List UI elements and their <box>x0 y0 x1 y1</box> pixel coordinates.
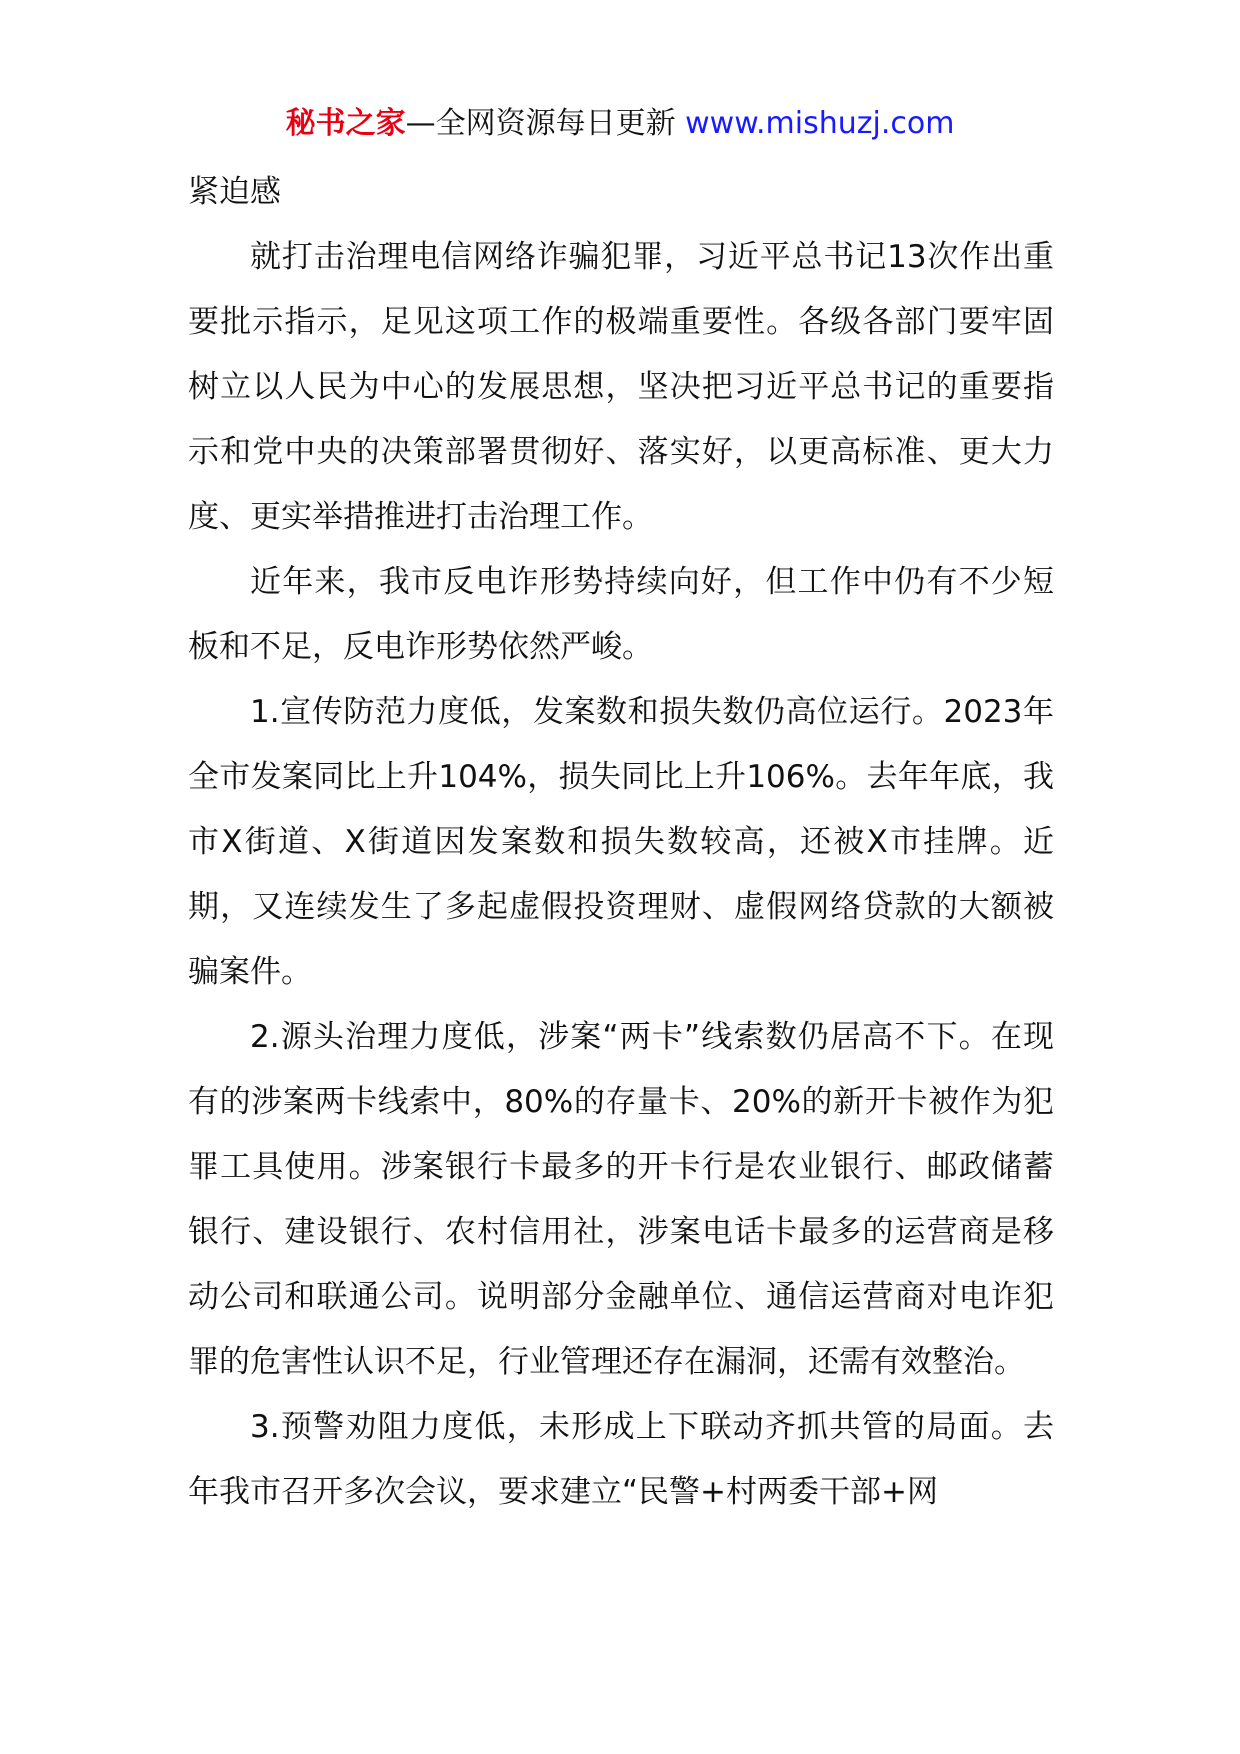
site-brand: 秘书之家 <box>285 106 406 141</box>
site-tagline: —全网资源每日更新 <box>405 106 686 141</box>
paragraph-continuation: 紧迫感 <box>188 174 281 210</box>
paragraph-point-3: 3.预警劝阻力度低，未形成上下联动齐抓共管的局面。去年我市召开多次会议，要求建立“民警+村两委干部+网 <box>188 1409 1054 1510</box>
paragraph: 就打击治理电信网络诈骗犯罪，习近平总书记13次作出重要批示指示，足见这项工作的极端重要性。各级各部门要牢固树立以人民为中心的发展思想，坚决把习近平总书记的重要指示和党中央的决策部署贯彻好、落实好，以更高标准、更大力度、更实举措推进打击治理工作。 <box>188 239 1054 535</box>
paragraph: 近年来，我市反电诈形势持续向好，但工作中仍有不少短板和不足，反电诈形势依然严峻。 <box>188 564 1054 665</box>
document-body <box>188 160 1054 1525</box>
paragraph-point-1: 1.宣传防范力度低，发案数和损失数仍高位运行。2023年全市发案同比上升104%，损失同比上升106%。去年年底，我市X街道、X街道因发案数和损失数较高，还被X市挂牌。近期，又连续发生了多起虚假投资理财、虚假网络贷款的大额被骗案件。 <box>188 694 1054 990</box>
site-url-link[interactable]: www.mishuzj.com <box>685 106 955 141</box>
site-header <box>0 98 1240 150</box>
paragraph-point-2: 2.源头治理力度低，涉案“两卡”线索数仍居高不下。在现有的涉案两卡线索中，80%的存量卡、20%的新开卡被作为犯罪工具使用。涉案银行卡最多的开卡行是农业银行、邮政储蓄银行、建设银行、农村信用社，涉案电话卡最多的运营商是移动公司和联通公司。说明部分金融单位、通信运营商对电诈犯罪的危害性认识不足，行业管理还存在漏洞，还需有效整治。 <box>188 1019 1054 1380</box>
